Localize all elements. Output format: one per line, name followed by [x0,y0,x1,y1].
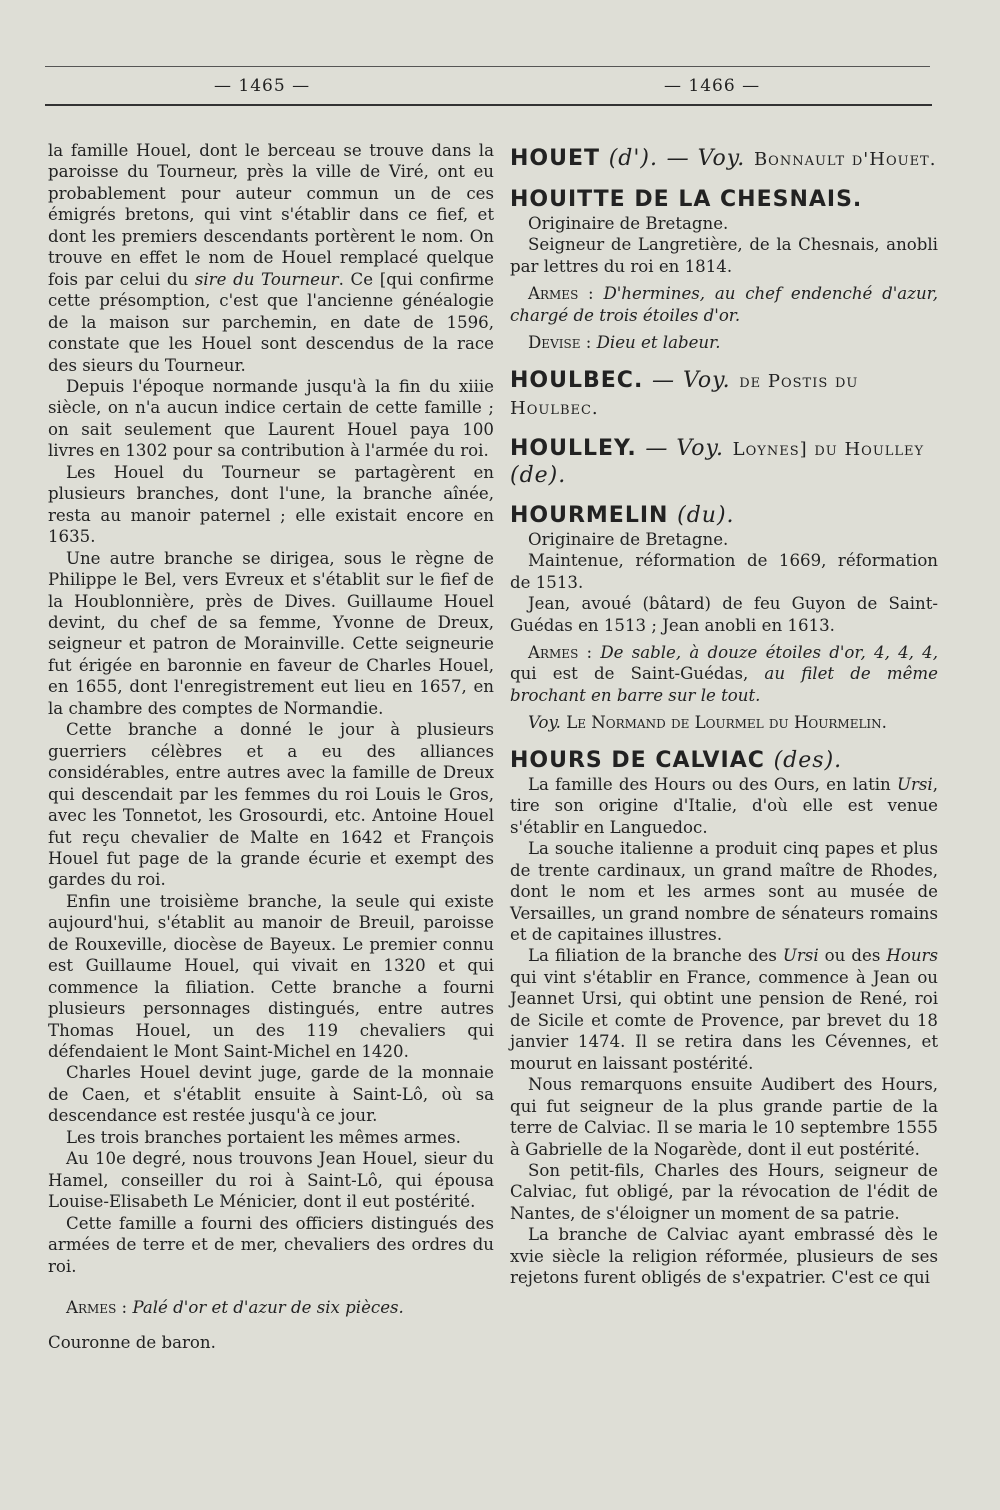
armes-line: Armes : D'hermines, au chef endenché d'azur, chargé de trois étoiles d'or. [510,284,939,325]
header-rule [45,104,932,106]
paragraph: Une autre branche se dirigea, sous le règne de Philippe le Bel, vers Evreux et s'établit sur le fief de la Houblonnière, près de Dives. Guillaume Houel devint, du chef de sa femme, Yvonne de Dreux, seigneur et patron de Morainville. Cette seigneurie fut érigée en baronnie en faveur de Charles Houel, en 1655, dont l'enregistrement eut lieu en 1657, en la chambre des comptes de Normandie. [48,548,494,718]
entry-heading-hourmelin: HOURMELIN (du). [510,502,735,528]
paragraph: Nous remarquons ensuite Audibert des Hours, qui fut seigneur de la plus grande partie de la terre de Calviac. Il se maria le 10 septembre 1555 à Gabrielle de la Nogarède, dont il eut postérité. [510,1075,938,1159]
paragraph: Les Houel du Tourneur se partagèrent en plusieurs branches, dont l'une, la branche aînée, resta au manoir paternel ; elle existait encore en 1635. [48,462,494,547]
paragraph: Seigneur de Langretière, de la Chesnais, anobli par lettres du roi en 1814. [510,235,938,276]
paragraph: Charles Houel devint juge, garde de la monnaie de Caen, et s'établit ensuite à Saint-Lô, où sa descendance est restée jusqu'à ce jour. [48,1063,494,1126]
paragraph: Cette famille a fourni des officiers distingués des armées de terre et de mer, chevaliers des ordres du roi. [48,1213,494,1276]
see-also-line: Voy. Le Normand de Lourmel du Hourmelin. [528,713,887,733]
paragraph: La souche italienne a produit cinq papes et plus de trente cardinaux, un grand maître de Rhodes, dont le nom et les armes sont au musée de Versailles, un grand nombre de sénateurs romains et de capitaines illustres. [510,839,938,944]
entry-heading-houitte: HOUITTE DE LA CHESNAIS. [510,187,863,212]
paragraph: La branche de Calviac ayant embrassé dès le xvie siècle la religion réformée, plusieurs de ses rejetons furent obligés de s'expatrier. C'est ce qui [510,1225,938,1288]
devise-line: Devise : Dieu et labeur. [528,333,721,353]
paragraph: Enfin une troisième branche, la seule qui existe aujourd'hui, s'établit au manoir de Breuil, paroisse de Rouxeville, diocèse de Bayeux. Le premier connu est Guillaume Houel, qui vivait en 1320 et qui commence la filiation. Cette branche a fourni plusieurs personnages distingués, entre autres Thomas Houel, un des 119 chevaliers qui défendaient le Mont Saint-Michel en 1420. [48,891,494,1062]
couronne-line: Couronne de baron. [48,1333,216,1353]
paragraph: Jean, avoué (bâtard) de feu Guyon de Saint-Guédas en 1513 ; Jean anobli en 1613. [510,594,938,635]
top-rule [45,66,930,67]
paragraph: La filiation de la branche des Ursi ou des Hours qui vint s'établir en France, commence à Jean ou Jeannet Ursi, qui obtint une pension de René, roi de Sicile et comte de Provence, par brevet du 18 janvier 1474. Il se retira dans les Cévennes, et mourut en laissant postérité. [510,946,938,1073]
paragraph: Son petit-fils, Charles des Hours, seigneur de Calviac, fut obligé, par la révocation de l'édit de Nantes, de s'éloigner un moment de sa patrie. [510,1160,938,1223]
paragraph: Au 10e degré, nous trouvons Jean Houel, sieur du Hamel, conseiller du roi à Saint-Lô, qui épousa Louise-Elisabeth Le Ménicier, dont il eut postérité. [48,1149,494,1212]
entry-heading-hours: HOURS DE CALVIAC (des). [510,747,843,773]
armes-line: Armes : De sable, à douze étoiles d'or, 4, 4, 4, qui est de Saint-Guédas, au filet de même brochant en barre sur le tout. [510,642,938,705]
entry-heading-houet: HOUET (d'). — Voy. Bonnault d'Houet. [510,146,937,171]
paragraph: La famille des Hours ou des Ours, en latin Ursi, tire son origine d'Italie, d'où elle est venue s'établir en Languedoc. [510,774,938,837]
paragraph: Originaire de Bretagne. [528,214,729,233]
right-page-number: — 1466 — [664,76,761,96]
right-column [510,140,938,1289]
paragraph: Depuis l'époque normande jusqu'à la fin du xiiie siècle, on n'a aucun indice certain de cette famille ; on sait seulement que Laurent Houel paya 100 livres en 1302 pour sa contribution à l'armée du roi. [48,376,494,461]
paragraph: Maintenue, réformation de 1669, réformation de 1513. [510,551,938,592]
entry-heading-houlbec: HOULBEC. — Voy. de Postis du Houlbec. [510,367,859,419]
armes-line: Armes : Palé d'or et d'azur de six pièces. [66,1298,404,1318]
left-column [48,140,494,1354]
paragraph: la famille Houel, dont le berceau se trouve dans la paroisse du Tourneur, près la ville de Viré, ont eu probablement pour auteur commun un de ces émigrés bretons, qui vint s'établir dans ce fief, et dont les premiers descendants portèrent le nom. On trouve en effet le nom de Houel remplacé quelque fois par celui du sire du Tourneur. Ce [qui confirme cette présomption, c'est que l'ancienne généalogie de la maison sur parchemin, en date de 1596, constate que les Houel sont descendus de la race des sieurs du Tourneur. [48,141,495,375]
paragraph: Originaire de Bretagne. [528,529,729,549]
paragraph: Les trois branches portaient les mêmes armes. [66,1127,461,1147]
entry-heading-houlley: HOULLEY. — Voy. Loynes] du Houlley (de). [510,435,925,488]
left-page-number: — 1465 — [214,76,311,96]
paragraph: Cette branche a donné le jour à plusieurs guerriers célèbres et a eu des alliances considérables, entre autres avec la famille de Dreux qui descendait par les femmes du roi Louis le Gros, avec les Tonnetot, les Grosourdi, etc. Antoine Houel fut reçu chevalier de Malte en 1642 et François Houel fut page de la grande écurie et exempt des gardes du roi. [48,720,494,890]
